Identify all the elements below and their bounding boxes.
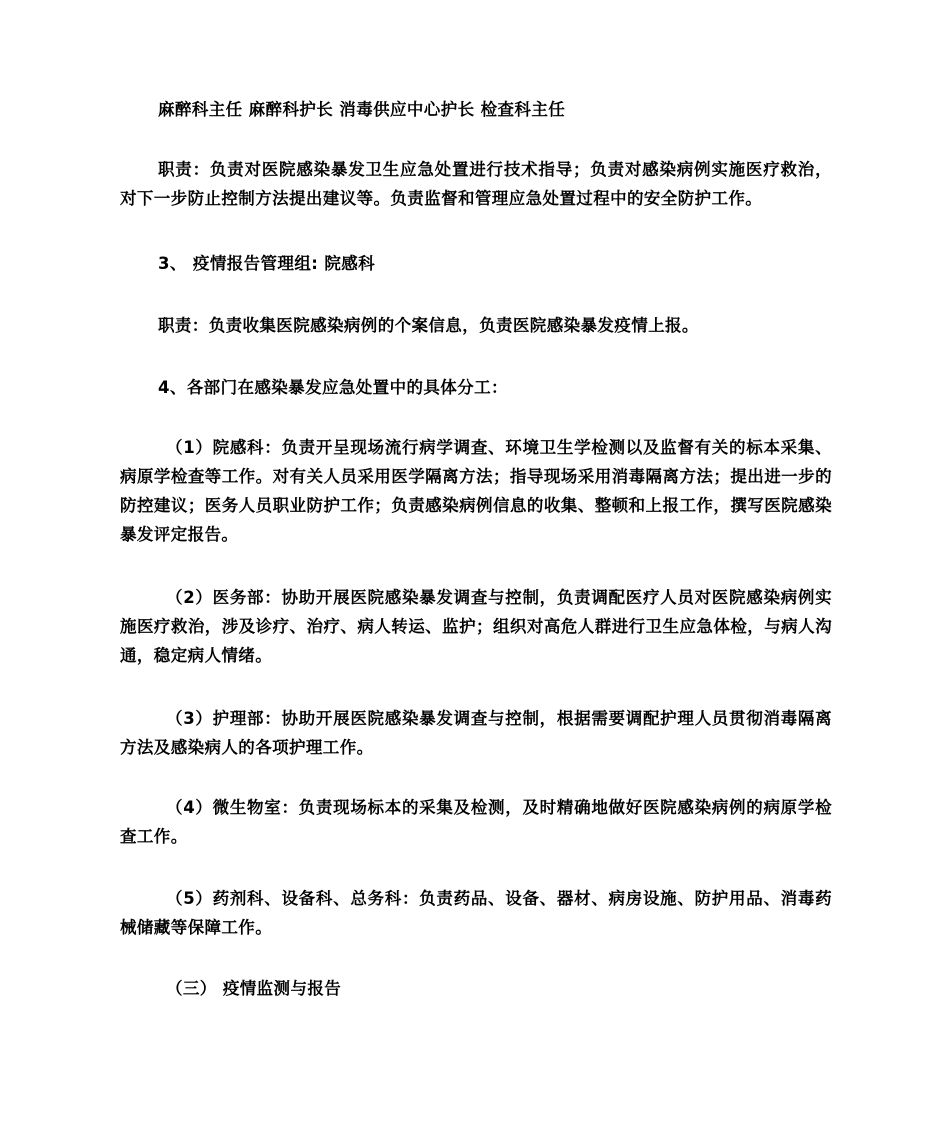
duty-paragraph-report: 职责：负责收集医院感染病例的个案信息，负责医院感染暴发疫情上报。 — [158, 316, 699, 335]
section-heading-division: 4、各部门在感染暴发应急处置中的具体分工： — [158, 378, 508, 397]
list-item-medical-dept: （2）医务部：协助开展医院感染暴发调查与控制，负责调配医疗人员对医院感染病例实施医疗救治，涉及诊疗、治疗、病人转运、监护；组织对高危人群进行卫生应急体检，与病人沟通，稳定病人情绪。 — [120, 588, 832, 665]
staff-list-line: 麻醉科主任 麻醉科护长 消毒供应中心护长 检查科主任 — [158, 100, 566, 119]
list-item-microbiology-lab: （4）微生物室：负责现场标本的采集及检测，及时精确地做好医院感染病例的病原学检查工作。 — [120, 798, 832, 846]
duty-paragraph-technical: 职责：负责对医院感染暴发卫生应急处置进行技术指导；负责对感染病例实施医疗救治，对下一步防止控制方法提出建议等。负责监督和管理应急处置过程中的安全防护工作。 — [120, 160, 832, 208]
list-item-support-depts: （5）药剂科、设备科、总务科：负责药品、设备、器材、病房设施、防护用品、消毒药械储藏等保障工作。 — [120, 889, 832, 937]
list-item-infection-dept: （1）院感科：负责开呈现场流行病学调查、环境卫生学检测以及监督有关的标本采集、病原学检查等工作。对有关人员采用医学隔离方法；指导现场采用消毒隔离方法；提出进一步的防控建议；医务人员职业防护工作；负责感染病例信息的收集、整顿和上报工作，撰写医院感染暴发评定报告。 — [120, 438, 832, 544]
section-heading-monitoring: （三） 疫情监测与报告 — [166, 979, 342, 998]
list-item-nursing-dept: （3）护理部：协助开展医院感染暴发调查与控制，根据需要调配护理人员贯彻消毒隔离方法及感染病人的各项护理工作。 — [120, 709, 832, 757]
section-heading-report-group: 3、 疫情报告管理组: 院感科 — [158, 254, 376, 273]
